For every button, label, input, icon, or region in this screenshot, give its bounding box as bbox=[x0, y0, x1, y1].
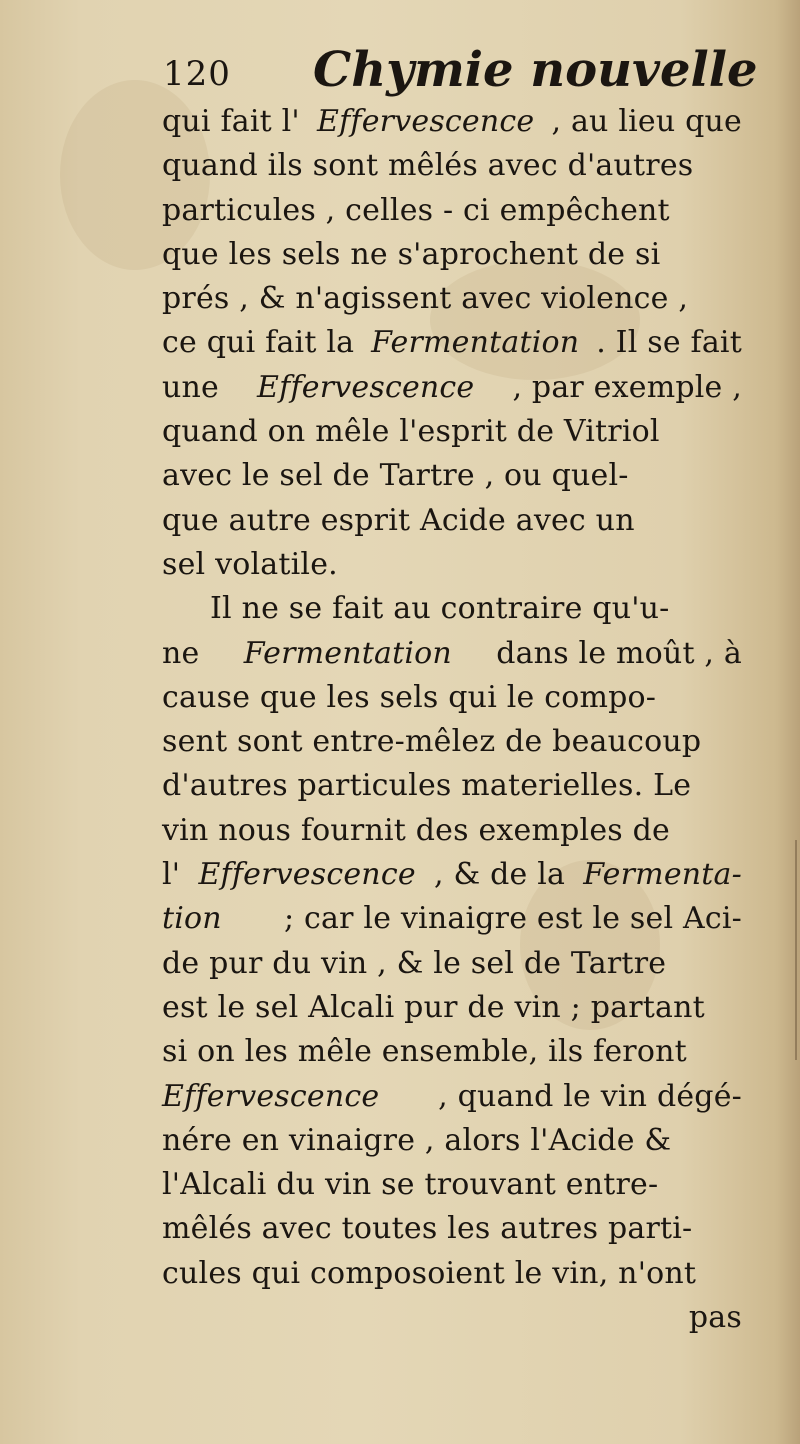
page-number: 120 bbox=[163, 54, 231, 94]
text-segment: cules qui composoient le vin, n'ont bbox=[162, 1255, 697, 1291]
text-segment: quand on mêle l'esprit de Vitriol bbox=[162, 414, 660, 450]
text-segment: de pur du vin , & le sel de Tartre bbox=[162, 945, 667, 981]
text-line bbox=[162, 809, 742, 853]
text-line bbox=[162, 100, 742, 144]
text-line bbox=[162, 1163, 742, 1207]
text-segment: pas bbox=[688, 1300, 742, 1336]
text-segment: mêlés avec toutes les autres parti- bbox=[162, 1211, 693, 1247]
page-edge-mark bbox=[795, 840, 797, 1060]
text-segment: est le sel Alcali pur de vin ; partant bbox=[162, 989, 705, 1025]
text-line bbox=[162, 1119, 742, 1163]
italic-text-segment: Effervescence bbox=[162, 1078, 380, 1114]
italic-text-segment: Effervescence bbox=[198, 857, 416, 893]
text-line bbox=[162, 897, 742, 941]
text-segment: prés , & n'agissent avec violence , bbox=[162, 281, 689, 317]
text-line bbox=[162, 764, 742, 808]
text-segment: nére en vinaigre , alors l'Acide & bbox=[162, 1122, 672, 1158]
text-segment: , & de la bbox=[434, 857, 566, 893]
text-segment: Il ne se fait au contraire qu'u- bbox=[210, 591, 670, 627]
text-segment: ce qui fait la bbox=[162, 325, 355, 361]
main-text bbox=[162, 100, 762, 1340]
italic-text-segment: Effervescence bbox=[317, 104, 535, 139]
running-head: Chymie nouvelle bbox=[313, 42, 758, 98]
text-segment: , quand le vin dégé- bbox=[438, 1078, 742, 1114]
text-segment: avec le sel de Tartre , ou quel- bbox=[162, 458, 629, 494]
italic-text-segment: Fermenta- bbox=[583, 857, 742, 893]
text-line bbox=[162, 277, 742, 321]
page-header bbox=[163, 42, 763, 100]
italic-text-segment: tion bbox=[162, 901, 222, 937]
text-line bbox=[162, 1252, 742, 1296]
text-line bbox=[162, 720, 742, 764]
text-segment: si on les mêle ensemble, ils feront bbox=[162, 1034, 687, 1070]
text-segment: ne bbox=[162, 635, 200, 671]
text-segment: qui fait l' bbox=[162, 104, 300, 139]
text-line bbox=[162, 410, 742, 454]
text-segment: d'autres particules materielles. Le bbox=[162, 768, 692, 804]
text-line bbox=[162, 366, 742, 410]
text-segment: l'Alcali du vin se trouvant entre- bbox=[162, 1167, 659, 1203]
text-line bbox=[162, 587, 742, 631]
text-segment: une bbox=[162, 369, 219, 405]
italic-text-segment: Effervescence bbox=[257, 369, 475, 405]
text-segment: ; car le vinaigre est le sel Aci- bbox=[284, 901, 742, 937]
text-line bbox=[162, 499, 742, 543]
text-segment: cause que les sels qui le compo- bbox=[162, 679, 657, 715]
text-line bbox=[162, 1075, 742, 1119]
text-segment: , au lieu que bbox=[551, 104, 742, 139]
text-line bbox=[162, 632, 742, 676]
text-segment: vin nous fournit des exemples de bbox=[162, 812, 670, 848]
text-segment: . Il se fait bbox=[596, 325, 742, 361]
text-segment: dans le moût , à bbox=[496, 635, 742, 671]
text-line bbox=[162, 1030, 742, 1074]
text-segment: l' bbox=[162, 857, 181, 893]
text-line bbox=[162, 144, 742, 188]
text-segment: particules , celles - ci empêchent bbox=[162, 192, 670, 228]
text-line bbox=[162, 454, 742, 498]
text-segment: sent sont entre-mêlez de beaucoup bbox=[162, 724, 702, 760]
text-line bbox=[162, 543, 742, 587]
text-line bbox=[162, 1207, 742, 1251]
text-segment: que autre esprit Acide avec un bbox=[162, 502, 635, 538]
text-segment: , par exemple , bbox=[512, 369, 742, 405]
text-line bbox=[162, 233, 742, 277]
italic-text-segment: Fermentation bbox=[371, 325, 580, 361]
text-segment: quand ils sont mêlés avec d'autres bbox=[162, 148, 694, 184]
text-line bbox=[162, 321, 742, 365]
text-line bbox=[162, 853, 742, 897]
text-line bbox=[162, 189, 742, 233]
text-line bbox=[162, 676, 742, 720]
text-line bbox=[162, 986, 742, 1030]
text-segment: sel volatile. bbox=[162, 546, 338, 582]
text-line bbox=[162, 942, 742, 986]
italic-text-segment: Fermentation bbox=[243, 635, 452, 671]
text-line bbox=[162, 1296, 742, 1340]
text-segment: que les sels ne s'aprochent de si bbox=[162, 236, 661, 272]
